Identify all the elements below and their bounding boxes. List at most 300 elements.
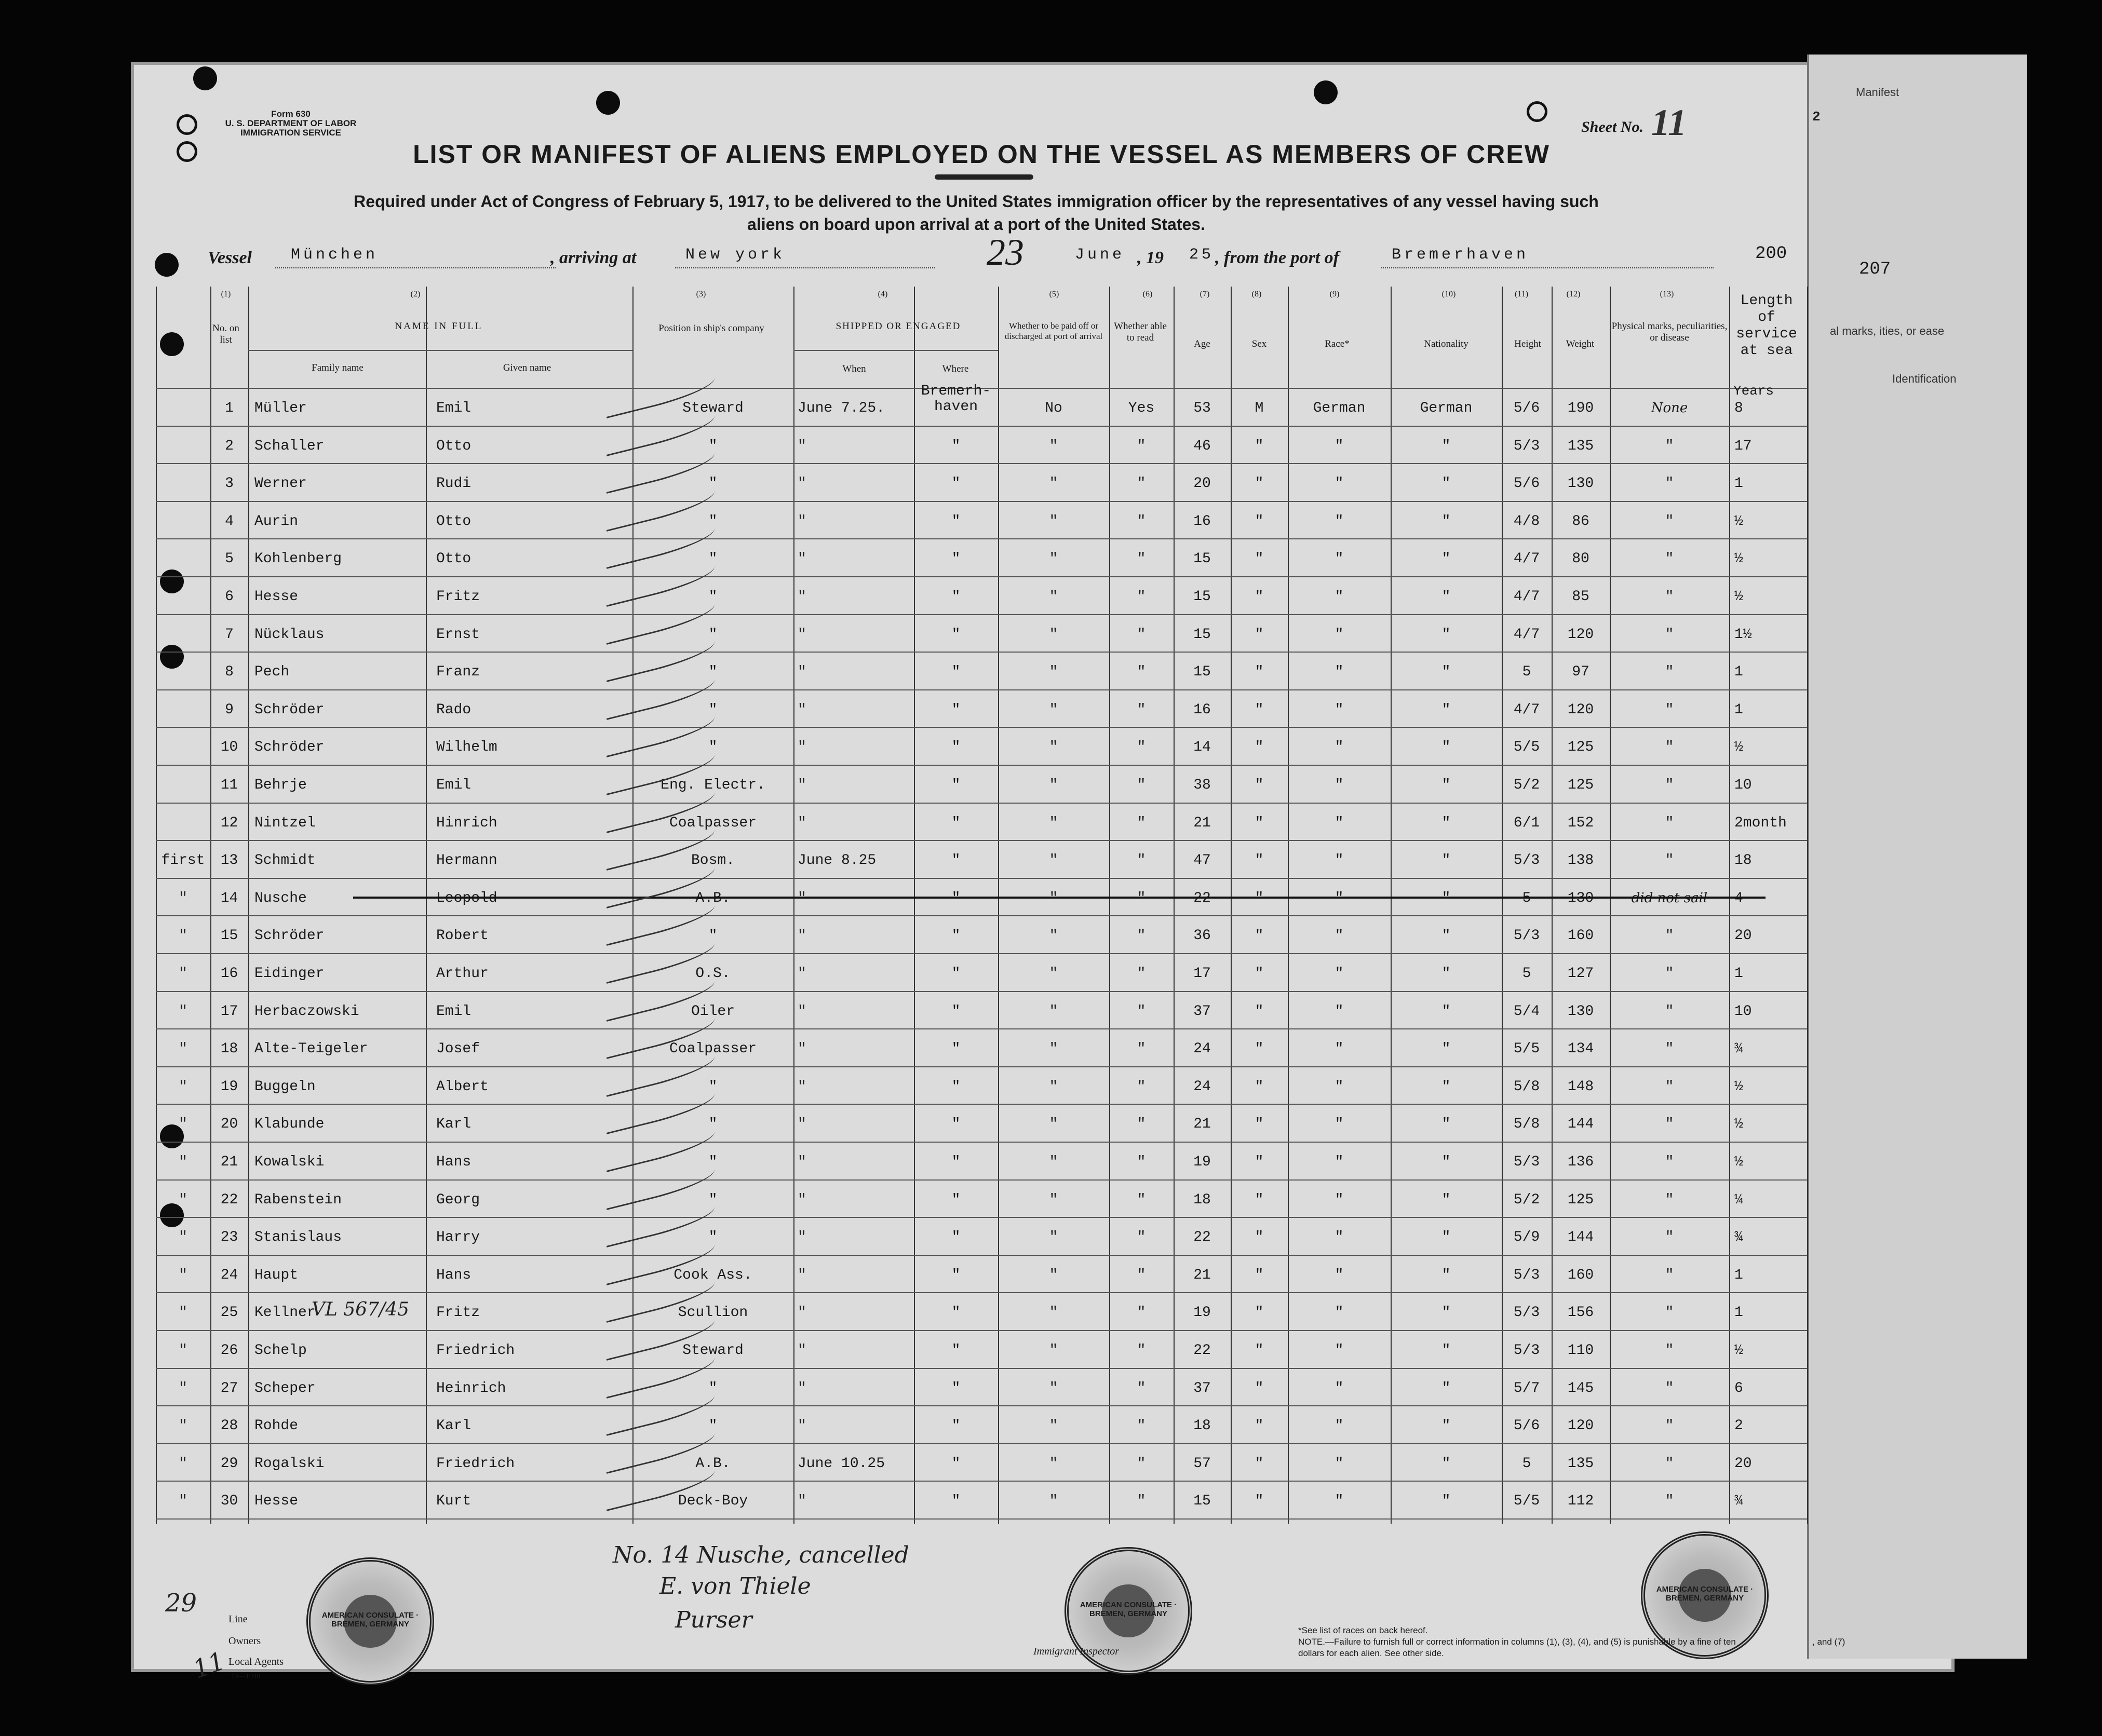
cell-pre: " [179, 1078, 187, 1095]
cell-age: 37 [1193, 1003, 1211, 1020]
cell-weight: 136 [1567, 1154, 1594, 1170]
cell-given: Karl [436, 1418, 471, 1434]
cell-where: " [951, 1229, 961, 1246]
cell-where: " [951, 1380, 961, 1396]
cell-nationality: " [1441, 815, 1451, 831]
table-row [156, 576, 1807, 614]
cell-given: Friedrich [436, 1455, 515, 1472]
cell-no: 14 [220, 890, 238, 906]
cell-paid: " [1049, 1305, 1058, 1321]
cell-race: " [1335, 1078, 1344, 1095]
table-row [156, 878, 1807, 916]
cell-sex: " [1255, 1418, 1264, 1434]
col-num: (10) [1441, 290, 1456, 299]
table-row [156, 1405, 1807, 1443]
header-where: Where [942, 363, 969, 374]
cell-pre: " [179, 1418, 187, 1434]
cell-race: " [1335, 438, 1344, 454]
cell-no: 23 [220, 1229, 238, 1246]
cell-nationality: " [1441, 928, 1451, 944]
cell-read: " [1137, 1342, 1146, 1359]
cell-service: 1 [1734, 966, 1743, 982]
cell-height: 5/6 [1513, 400, 1540, 416]
page-title: LIST OR MANIFEST OF ALIENS EMPLOYED ON THE VESSEL AS MEMBERS OF CREW [413, 140, 1550, 169]
cell-marks: " [1665, 589, 1674, 605]
cell-when: " [798, 438, 806, 454]
cell-family: Aurin [254, 513, 299, 530]
cell-service: 1 [1734, 1267, 1743, 1283]
cell-nationality: " [1441, 1154, 1451, 1170]
cell-height: 5/8 [1513, 1078, 1540, 1095]
cell-pre: " [179, 1003, 187, 1020]
cell-no: 11 [220, 777, 238, 793]
cell-position: " [708, 438, 718, 454]
cell-family: Herbaczowski [254, 1003, 359, 1020]
cell-family: Scheper [254, 1380, 316, 1396]
table-row-rule [156, 1518, 1807, 1520]
cell-sex: " [1255, 513, 1264, 530]
cell-given: Hans [436, 1267, 471, 1283]
cell-weight: 86 [1572, 513, 1589, 530]
cell-where: " [951, 1305, 961, 1321]
strip-label-manifest: Manifest [1856, 86, 1899, 99]
cell-sex: " [1255, 1342, 1264, 1359]
cell-weight: 156 [1567, 1305, 1594, 1321]
table-row [156, 1179, 1807, 1217]
cell-no: 27 [220, 1380, 238, 1396]
cell-service: ¾ [1734, 1493, 1743, 1510]
cell-given: Rado [436, 701, 471, 718]
cell-weight: 130 [1567, 1003, 1594, 1020]
cell-no: 10 [220, 739, 238, 756]
cell-given: Otto [436, 551, 471, 567]
cell-read: Yes [1128, 400, 1155, 416]
cell-family: Kohlenberg [254, 551, 342, 567]
arriving-label: , arriving at [550, 248, 637, 267]
header-race: Race* [1325, 338, 1350, 349]
cell-where: " [951, 589, 961, 605]
table-row [156, 1217, 1807, 1255]
cell-service: ¾ [1734, 1041, 1743, 1057]
table-row [156, 384, 1807, 426]
cell-weight: 134 [1567, 1041, 1594, 1057]
table-row [156, 501, 1807, 539]
cell-family: Haupt [254, 1267, 299, 1283]
cell-race: " [1335, 966, 1344, 982]
cell-position: " [708, 589, 718, 605]
cell-read: " [1137, 1380, 1146, 1396]
year-suffix: 25 [1189, 246, 1215, 264]
footer-note-races: *See list of races on back hereof. [1298, 1625, 1428, 1635]
footer-immigrant-inspector: Immigrant Inspector [1033, 1646, 1119, 1657]
cell-pre: " [179, 928, 187, 944]
cell-height: 5/3 [1513, 928, 1540, 944]
cell-where: " [951, 739, 961, 756]
cell-position: " [708, 626, 718, 643]
cell-no: 26 [220, 1342, 238, 1359]
cell-family: Schelp [254, 1342, 307, 1359]
punch-hole [596, 91, 620, 115]
cell-where: Bremerh- haven [921, 384, 991, 415]
cell-when: June 10.25 [798, 1455, 885, 1472]
cell-weight: 145 [1567, 1380, 1594, 1396]
cell-race: " [1335, 589, 1344, 605]
cell-read: " [1137, 1493, 1146, 1510]
cell-position: Coalpasser [669, 815, 757, 831]
cell-sex: " [1255, 438, 1264, 454]
cell-read: " [1137, 1418, 1146, 1434]
consulate-stamp [306, 1557, 434, 1685]
cell-when: " [798, 1342, 806, 1359]
cell-read: " [1137, 739, 1146, 756]
cell-read: " [1137, 438, 1146, 454]
cell-marks: None [1651, 400, 1688, 416]
cell-pre: first [161, 852, 205, 869]
cell-race: " [1335, 1380, 1344, 1396]
header-no-on-list: No. on list [212, 323, 239, 345]
kellner-annotation: VL 567/45 [312, 1299, 409, 1320]
cell-weight: 125 [1567, 777, 1594, 793]
cell-pre: " [179, 1116, 187, 1133]
cell-race: " [1335, 1191, 1344, 1208]
cell-family: Stanislaus [254, 1229, 342, 1246]
cell-height: 5/4 [1513, 1003, 1540, 1020]
cell-when: " [798, 589, 806, 605]
cell-marks: " [1665, 1267, 1674, 1283]
cell-nationality: " [1441, 701, 1451, 718]
cell-age: 15 [1193, 664, 1211, 681]
cell-age: 15 [1193, 551, 1211, 567]
cell-where: " [951, 701, 961, 718]
cell-weight: 120 [1567, 626, 1594, 643]
cell-nationality: " [1441, 739, 1451, 756]
margin-number-2: 11 [189, 1646, 229, 1685]
cell-age: 18 [1193, 1191, 1211, 1208]
cell-where: " [951, 815, 961, 831]
cell-age: 20 [1193, 476, 1211, 492]
cell-pre: " [179, 966, 187, 982]
col-num: (5) [1049, 290, 1059, 299]
cell-paid: " [1049, 1267, 1058, 1283]
cell-marks: " [1665, 438, 1674, 454]
cell-race: " [1335, 1493, 1344, 1510]
cell-read: " [1137, 513, 1146, 530]
cell-no: 8 [225, 664, 234, 681]
cell-marks: " [1665, 777, 1674, 793]
cell-family: Hesse [254, 1493, 299, 1510]
cell-read: " [1137, 664, 1146, 681]
cell-marks: " [1665, 928, 1674, 944]
cell-paid: " [1049, 852, 1058, 869]
cell-position: " [708, 1380, 718, 1396]
cell-marks: " [1665, 1116, 1674, 1133]
cell-read: " [1137, 928, 1146, 944]
cell-height: 5/3 [1513, 1342, 1540, 1359]
cell-marks: " [1665, 701, 1674, 718]
cell-where: " [951, 1342, 961, 1359]
cell-family: Müller [254, 400, 307, 416]
cell-sex: " [1255, 1041, 1264, 1057]
cell-weight: 190 [1567, 400, 1594, 416]
service-label: IMMIGRATION SERVICE [240, 128, 341, 138]
cell-service: 1 [1734, 701, 1743, 718]
footer-line-label: Line [228, 1613, 248, 1625]
table-row [156, 1066, 1807, 1104]
cell-paid: " [1049, 1154, 1058, 1170]
cell-race: " [1335, 664, 1344, 681]
cell-read: " [1137, 1078, 1146, 1095]
cell-age: 15 [1193, 589, 1211, 605]
cell-weight: 125 [1567, 739, 1594, 756]
subtitle-line-2: aliens on board upon arrival at a port of the United States. [747, 215, 1205, 234]
cell-position: " [708, 513, 718, 530]
table-row [156, 538, 1807, 576]
cell-marks: " [1665, 1078, 1674, 1095]
cell-height: 5/3 [1513, 852, 1540, 869]
cell-no: 25 [220, 1305, 238, 1321]
cell-sex: " [1255, 1229, 1264, 1246]
strip-footer-note: , and (7) [1812, 1637, 1845, 1647]
cell-when: " [798, 739, 806, 756]
cell-read: " [1137, 1305, 1146, 1321]
header-shipped: SHIPPED OR ENGAGED [836, 321, 961, 332]
cell-read: " [1137, 476, 1146, 492]
purser-signature: E. von Thiele [659, 1573, 811, 1599]
cell-age: 24 [1193, 1078, 1211, 1095]
cell-nationality: " [1441, 1116, 1451, 1133]
cell-sex: " [1255, 928, 1264, 944]
cell-marks: " [1665, 513, 1674, 530]
page-number: 2 [1812, 109, 1821, 125]
cell-when: " [798, 701, 806, 718]
cell-nationality: " [1441, 1418, 1451, 1434]
cell-service: 2 [1734, 1418, 1743, 1434]
cell-given: Otto [436, 513, 471, 530]
cell-position: " [708, 701, 718, 718]
cell-age: 24 [1193, 1041, 1211, 1057]
cell-no: 30 [220, 1493, 238, 1510]
cell-height: 5/7 [1513, 1380, 1540, 1396]
cell-marks: " [1665, 1305, 1674, 1321]
cell-marks: " [1665, 1191, 1674, 1208]
col-num: (12) [1566, 290, 1581, 299]
table-row [156, 614, 1807, 652]
cell-race: " [1335, 1418, 1344, 1434]
cell-weight: 120 [1567, 1418, 1594, 1434]
cell-family: Kellner [254, 1305, 316, 1321]
cell-position: " [708, 928, 718, 944]
cell-read: " [1137, 589, 1146, 605]
vessel-rule [275, 267, 556, 268]
cell-given: Hermann [436, 852, 497, 869]
cell-where: " [951, 928, 961, 944]
table-row [156, 652, 1807, 689]
cell-read: " [1137, 1455, 1146, 1472]
cell-service: ½ [1734, 739, 1743, 756]
cell-weight: 80 [1572, 551, 1589, 567]
cell-read: " [1137, 1003, 1146, 1020]
cell-paid: " [1049, 1116, 1058, 1133]
cell-position: " [708, 1154, 718, 1170]
cell-marks: " [1665, 626, 1674, 643]
cell-paid: " [1049, 589, 1058, 605]
cell-height: 5/3 [1513, 1305, 1540, 1321]
cell-marks: " [1665, 739, 1674, 756]
cell-position: " [708, 551, 718, 567]
cell-paid: " [1049, 966, 1058, 982]
cell-no: 6 [225, 589, 234, 605]
cell-position: " [708, 1191, 718, 1208]
from-port: Bremerhaven [1392, 246, 1529, 264]
cell-position: " [708, 664, 718, 681]
cell-when: " [798, 928, 806, 944]
cell-no: 2 [225, 438, 234, 454]
col-num: (7) [1200, 290, 1210, 299]
cell-position: " [708, 1116, 718, 1133]
cell-paid: " [1049, 1078, 1058, 1095]
cell-weight: 148 [1567, 1078, 1594, 1095]
cell-given: Emil [436, 400, 471, 416]
table-row [156, 1255, 1807, 1293]
cell-no: 13 [220, 852, 238, 869]
col-num: (13) [1660, 290, 1674, 299]
cell-paid: " [1049, 1418, 1058, 1434]
cell-height: 4/7 [1513, 589, 1540, 605]
header-nationality: Nationality [1424, 338, 1468, 349]
cell-when: June 8.25 [798, 852, 877, 869]
arriving-rule [675, 267, 935, 268]
cell-sex: " [1255, 1003, 1264, 1020]
header-given-name: Given name [503, 362, 551, 373]
cell-service: 20 [1734, 928, 1752, 944]
cell-service: 6 [1734, 1380, 1743, 1396]
header-age: Age [1194, 338, 1210, 349]
punch-hole [193, 66, 217, 90]
cell-height: 5 [1522, 966, 1531, 982]
cell-race: " [1335, 1003, 1344, 1020]
cell-pre: " [179, 1154, 187, 1170]
cell-sex: " [1255, 626, 1264, 643]
cell-marks: " [1665, 852, 1674, 869]
cell-age: 22 [1193, 1229, 1211, 1246]
cell-marks: " [1665, 1041, 1674, 1057]
cell-read: " [1137, 701, 1146, 718]
cell-age: 19 [1193, 1154, 1211, 1170]
cell-position: Steward [682, 1342, 744, 1359]
header-family-name: Family name [312, 362, 363, 373]
from-label: , from the port of [1215, 248, 1339, 267]
cell-marks: " [1665, 664, 1674, 681]
cell-marks: " [1665, 815, 1674, 831]
table-row [156, 1368, 1807, 1406]
cell-when: " [798, 1493, 806, 1510]
cell-position: " [708, 1078, 718, 1095]
cell-family: Alte-Teigeler [254, 1041, 368, 1057]
cell-height: 5/8 [1513, 1116, 1540, 1133]
cell-race: German [1313, 400, 1366, 416]
cell-no: 16 [220, 966, 238, 982]
cell-height: 5 [1522, 664, 1531, 681]
cell-position: Eng. Electr. [661, 777, 765, 793]
cell-no: 5 [225, 551, 234, 567]
table-row [156, 727, 1807, 765]
table-row [156, 765, 1807, 803]
punch-hole [1527, 101, 1547, 122]
cell-age: 57 [1193, 1455, 1211, 1472]
header-years: Years [1733, 383, 1774, 399]
cell-when: " [798, 815, 806, 831]
cell-service: 1 [1734, 664, 1743, 681]
cell-family: Rogalski [254, 1455, 325, 1472]
cell-read: " [1137, 777, 1146, 793]
strip-label-identification: Identification [1892, 372, 1957, 385]
cell-paid: " [1049, 1003, 1058, 1020]
cell-age: 16 [1193, 513, 1211, 530]
cell-family: Rabenstein [254, 1191, 342, 1208]
cell-weight: 125 [1567, 1191, 1594, 1208]
header-length-service: Length of service at sea [1736, 293, 1797, 359]
cell-family: Behrje [254, 777, 307, 793]
cell-position: Scullion [678, 1305, 748, 1321]
cell-height: 5/5 [1513, 1041, 1540, 1057]
cell-height: 5/3 [1513, 1154, 1540, 1170]
cell-height: 5/9 [1513, 1229, 1540, 1246]
cell-no: 1 [225, 400, 234, 416]
cell-weight: 144 [1567, 1229, 1594, 1246]
table-row [156, 991, 1807, 1029]
cell-given: Emil [436, 777, 471, 793]
cell-pre: " [179, 1041, 187, 1057]
cell-nationality: " [1441, 1267, 1451, 1283]
cell-race: " [1335, 1267, 1344, 1283]
cell-paid: " [1049, 701, 1058, 718]
cell-family: Schröder [254, 739, 325, 756]
cell-weight: 130 [1567, 476, 1594, 492]
cell-paid: " [1049, 777, 1058, 793]
cell-age: 21 [1193, 1267, 1211, 1283]
cell-age: 19 [1193, 1305, 1211, 1321]
col-num: (1) [221, 290, 231, 299]
cell-sex: " [1255, 1078, 1264, 1095]
cell-where: " [951, 438, 961, 454]
cell-service: 2month [1734, 815, 1787, 831]
purser-title: Purser [675, 1607, 752, 1633]
cell-given: Arthur [436, 966, 489, 982]
cell-family: Nücklaus [254, 626, 325, 643]
cell-family: Kowalski [254, 1154, 325, 1170]
table-row [156, 426, 1807, 464]
cell-pre: " [179, 1305, 187, 1321]
cell-pre: " [179, 890, 187, 906]
cell-when: " [798, 1003, 806, 1020]
cell-marks: " [1665, 1154, 1674, 1170]
table-row [156, 1481, 1807, 1518]
cell-no: 21 [220, 1154, 238, 1170]
cell-given: Emil [436, 1003, 471, 1020]
cell-where: " [951, 1191, 961, 1208]
cell-weight: 85 [1572, 589, 1589, 605]
cell-race: " [1335, 1041, 1344, 1057]
cell-read: " [1137, 1267, 1146, 1283]
col-num: (8) [1251, 290, 1262, 299]
cell-weight: 110 [1567, 1342, 1594, 1359]
cell-sex: " [1255, 1305, 1264, 1321]
cell-position: " [708, 1229, 718, 1246]
cell-sex: " [1255, 701, 1264, 718]
department-label: U. S. DEPARTMENT OF LABOR [225, 118, 357, 128]
cell-height: 4/7 [1513, 701, 1540, 718]
cell-no: 19 [220, 1078, 238, 1095]
